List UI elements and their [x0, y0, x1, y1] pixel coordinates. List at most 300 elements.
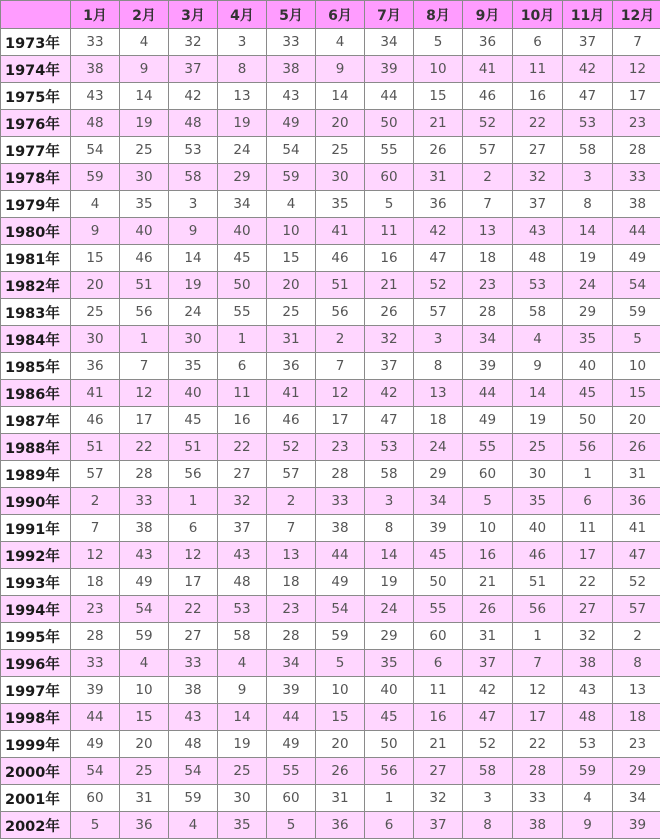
value-cell: 60	[365, 164, 414, 191]
value-cell: 1	[513, 623, 563, 650]
corner-header-cell	[1, 1, 71, 29]
value-cell: 38	[71, 56, 120, 83]
value-cell: 56	[120, 299, 169, 326]
value-cell: 52	[267, 434, 316, 461]
value-cell: 13	[463, 218, 513, 245]
table-row	[1, 191, 660, 218]
value-cell: 56	[169, 461, 218, 488]
value-cell: 55	[218, 299, 267, 326]
value-cell: 37	[463, 650, 513, 677]
value-cell: 35	[316, 191, 365, 218]
value-cell: 10	[316, 677, 365, 704]
value-cell: 26	[365, 299, 414, 326]
value-cell: 46	[316, 245, 365, 272]
value-cell: 40	[513, 515, 563, 542]
value-cell: 3	[414, 326, 463, 353]
value-cell: 48	[169, 110, 218, 137]
value-cell: 31	[414, 164, 463, 191]
year-label-cell: 2001年	[1, 785, 71, 812]
year-label-cell: 1991年	[1, 515, 71, 542]
value-cell: 53	[365, 434, 414, 461]
value-cell: 12	[513, 677, 563, 704]
value-cell: 33	[71, 29, 120, 56]
table-row	[1, 326, 660, 353]
value-cell: 9	[316, 56, 365, 83]
value-cell: 56	[365, 758, 414, 785]
month-header-cell: 9月	[463, 1, 513, 29]
value-cell: 5	[365, 191, 414, 218]
value-cell: 10	[613, 353, 660, 380]
value-cell: 25	[71, 299, 120, 326]
value-cell: 14	[169, 245, 218, 272]
value-cell: 24	[414, 434, 463, 461]
year-label-cell: 1975年	[1, 83, 71, 110]
value-cell: 36	[414, 191, 463, 218]
value-cell: 37	[218, 515, 267, 542]
value-cell: 4	[120, 650, 169, 677]
value-cell: 36	[267, 353, 316, 380]
value-cell: 17	[613, 83, 660, 110]
value-cell: 55	[414, 596, 463, 623]
value-cell: 40	[169, 380, 218, 407]
value-cell: 3	[563, 164, 613, 191]
value-cell: 26	[613, 434, 660, 461]
value-cell: 18	[414, 407, 463, 434]
value-cell: 6	[513, 29, 563, 56]
value-cell: 56	[513, 596, 563, 623]
value-cell: 5	[613, 326, 660, 353]
value-cell: 11	[513, 56, 563, 83]
month-header-cell: 10月	[513, 1, 563, 29]
value-cell: 24	[218, 137, 267, 164]
value-cell: 9	[71, 218, 120, 245]
value-cell: 39	[414, 515, 463, 542]
value-cell: 60	[267, 785, 316, 812]
year-label-cell: 1998年	[1, 704, 71, 731]
value-cell: 16	[414, 704, 463, 731]
value-cell: 28	[120, 461, 169, 488]
table-row	[1, 110, 660, 137]
value-cell: 57	[414, 299, 463, 326]
value-cell: 31	[267, 326, 316, 353]
value-cell: 24	[563, 272, 613, 299]
value-cell: 57	[613, 596, 660, 623]
value-cell: 21	[414, 731, 463, 758]
value-cell: 25	[267, 299, 316, 326]
value-cell: 24	[365, 596, 414, 623]
value-cell: 39	[613, 812, 660, 839]
value-cell: 31	[463, 623, 513, 650]
value-cell: 45	[169, 407, 218, 434]
value-cell: 37	[563, 29, 613, 56]
month-header-cell: 12月	[613, 1, 660, 29]
value-cell: 40	[365, 677, 414, 704]
value-cell: 6	[218, 353, 267, 380]
value-cell: 43	[513, 218, 563, 245]
value-cell: 7	[71, 515, 120, 542]
table-row	[1, 515, 660, 542]
year-label-cell: 1990年	[1, 488, 71, 515]
value-cell: 25	[513, 434, 563, 461]
value-cell: 28	[613, 137, 660, 164]
value-cell: 54	[120, 596, 169, 623]
value-cell: 1	[218, 326, 267, 353]
value-cell: 50	[365, 110, 414, 137]
value-cell: 47	[365, 407, 414, 434]
table-row	[1, 812, 660, 839]
month-header-cell: 7月	[365, 1, 414, 29]
value-cell: 37	[414, 812, 463, 839]
value-cell: 10	[463, 515, 513, 542]
value-cell: 41	[613, 515, 660, 542]
value-cell: 48	[513, 245, 563, 272]
value-cell: 18	[463, 245, 513, 272]
value-cell: 47	[463, 704, 513, 731]
value-cell: 14	[513, 380, 563, 407]
value-cell: 12	[169, 542, 218, 569]
value-cell: 23	[463, 272, 513, 299]
value-cell: 59	[267, 164, 316, 191]
value-cell: 11	[218, 380, 267, 407]
table-row	[1, 380, 660, 407]
value-cell: 49	[316, 569, 365, 596]
year-label-cell: 1978年	[1, 164, 71, 191]
value-cell: 34	[613, 785, 660, 812]
value-cell: 9	[563, 812, 613, 839]
value-cell: 52	[613, 569, 660, 596]
value-cell: 39	[71, 677, 120, 704]
value-cell: 32	[365, 326, 414, 353]
value-cell: 23	[71, 596, 120, 623]
value-cell: 27	[513, 137, 563, 164]
value-cell: 25	[316, 137, 365, 164]
value-cell: 50	[365, 731, 414, 758]
table-row	[1, 731, 660, 758]
table-row	[1, 137, 660, 164]
value-cell: 51	[316, 272, 365, 299]
value-cell: 57	[71, 461, 120, 488]
value-cell: 13	[613, 677, 660, 704]
value-cell: 49	[267, 110, 316, 137]
value-cell: 19	[218, 731, 267, 758]
table-row	[1, 407, 660, 434]
table-row	[1, 353, 660, 380]
value-cell: 28	[513, 758, 563, 785]
value-cell: 8	[613, 650, 660, 677]
value-cell: 54	[169, 758, 218, 785]
table-row	[1, 758, 660, 785]
value-cell: 23	[316, 434, 365, 461]
table-row	[1, 56, 660, 83]
value-cell: 5	[267, 812, 316, 839]
value-cell: 50	[414, 569, 463, 596]
value-cell: 17	[316, 407, 365, 434]
value-cell: 8	[563, 191, 613, 218]
value-cell: 23	[613, 731, 660, 758]
value-cell: 25	[120, 758, 169, 785]
value-cell: 53	[563, 731, 613, 758]
value-cell: 28	[316, 461, 365, 488]
value-cell: 7	[463, 191, 513, 218]
value-cell: 8	[218, 56, 267, 83]
year-label-cell: 1980年	[1, 218, 71, 245]
value-cell: 52	[463, 731, 513, 758]
table-row	[1, 596, 660, 623]
value-cell: 43	[218, 542, 267, 569]
value-cell: 43	[563, 677, 613, 704]
value-cell: 59	[169, 785, 218, 812]
value-cell: 33	[169, 650, 218, 677]
value-cell: 16	[513, 83, 563, 110]
value-cell: 4	[563, 785, 613, 812]
value-cell: 60	[414, 623, 463, 650]
year-label-cell: 1985年	[1, 353, 71, 380]
value-cell: 42	[414, 218, 463, 245]
value-cell: 4	[513, 326, 563, 353]
value-cell: 12	[613, 56, 660, 83]
value-cell: 58	[463, 758, 513, 785]
value-cell: 16	[463, 542, 513, 569]
year-label-cell: 1981年	[1, 245, 71, 272]
value-cell: 14	[218, 704, 267, 731]
year-label-cell: 1995年	[1, 623, 71, 650]
value-cell: 48	[218, 569, 267, 596]
value-cell: 9	[218, 677, 267, 704]
value-cell: 2	[463, 164, 513, 191]
value-cell: 42	[365, 380, 414, 407]
value-cell: 43	[267, 83, 316, 110]
table-row	[1, 677, 660, 704]
value-cell: 31	[316, 785, 365, 812]
value-cell: 44	[463, 380, 513, 407]
value-cell: 54	[71, 758, 120, 785]
value-cell: 31	[613, 461, 660, 488]
month-header-cell: 2月	[120, 1, 169, 29]
value-cell: 45	[218, 245, 267, 272]
value-cell: 28	[71, 623, 120, 650]
value-cell: 8	[414, 353, 463, 380]
value-cell: 6	[365, 812, 414, 839]
month-header-cell: 3月	[169, 1, 218, 29]
value-cell: 33	[316, 488, 365, 515]
value-cell: 43	[71, 83, 120, 110]
value-cell: 55	[267, 758, 316, 785]
value-cell: 29	[365, 623, 414, 650]
year-label-cell: 1994年	[1, 596, 71, 623]
value-cell: 51	[71, 434, 120, 461]
value-cell: 1	[169, 488, 218, 515]
value-cell: 19	[218, 110, 267, 137]
value-cell: 27	[414, 758, 463, 785]
value-cell: 29	[563, 299, 613, 326]
value-cell: 49	[267, 731, 316, 758]
value-cell: 19	[120, 110, 169, 137]
table-row	[1, 542, 660, 569]
value-cell: 37	[365, 353, 414, 380]
value-cell: 54	[267, 137, 316, 164]
year-label-cell: 1984年	[1, 326, 71, 353]
year-label-cell: 1982年	[1, 272, 71, 299]
value-cell: 36	[71, 353, 120, 380]
value-cell: 2	[71, 488, 120, 515]
value-cell: 58	[513, 299, 563, 326]
value-cell: 35	[365, 650, 414, 677]
value-cell: 18	[267, 569, 316, 596]
value-cell: 36	[120, 812, 169, 839]
value-cell: 11	[365, 218, 414, 245]
value-cell: 7	[267, 515, 316, 542]
year-label-cell: 1974年	[1, 56, 71, 83]
value-cell: 9	[513, 353, 563, 380]
year-label-cell: 1992年	[1, 542, 71, 569]
value-cell: 23	[613, 110, 660, 137]
value-cell: 34	[414, 488, 463, 515]
value-cell: 19	[365, 569, 414, 596]
value-cell: 15	[267, 245, 316, 272]
value-cell: 46	[120, 245, 169, 272]
value-cell: 58	[563, 137, 613, 164]
value-cell: 17	[169, 569, 218, 596]
value-cell: 30	[169, 326, 218, 353]
value-cell: 5	[71, 812, 120, 839]
table-row	[1, 650, 660, 677]
value-cell: 54	[71, 137, 120, 164]
value-cell: 50	[563, 407, 613, 434]
value-cell: 54	[613, 272, 660, 299]
value-cell: 14	[120, 83, 169, 110]
value-cell: 36	[463, 29, 513, 56]
value-cell: 7	[316, 353, 365, 380]
value-cell: 33	[120, 488, 169, 515]
value-cell: 35	[169, 353, 218, 380]
value-cell: 39	[365, 56, 414, 83]
value-cell: 27	[169, 623, 218, 650]
value-cell: 48	[169, 731, 218, 758]
value-cell: 17	[513, 704, 563, 731]
value-cell: 25	[120, 137, 169, 164]
value-cell: 57	[267, 461, 316, 488]
value-cell: 1	[365, 785, 414, 812]
value-cell: 5	[414, 29, 463, 56]
year-label-cell: 1983年	[1, 299, 71, 326]
value-cell: 7	[120, 353, 169, 380]
value-cell: 38	[613, 191, 660, 218]
value-cell: 53	[218, 596, 267, 623]
value-cell: 40	[218, 218, 267, 245]
value-cell: 53	[513, 272, 563, 299]
value-cell: 34	[463, 326, 513, 353]
value-cell: 28	[463, 299, 513, 326]
value-cell: 10	[414, 56, 463, 83]
value-cell: 22	[218, 434, 267, 461]
value-cell: 44	[71, 704, 120, 731]
value-cell: 40	[563, 353, 613, 380]
value-cell: 34	[267, 650, 316, 677]
value-cell: 13	[218, 83, 267, 110]
year-label-cell: 1997年	[1, 677, 71, 704]
value-cell: 15	[613, 380, 660, 407]
value-cell: 51	[120, 272, 169, 299]
value-cell: 21	[365, 272, 414, 299]
value-cell: 26	[463, 596, 513, 623]
value-cell: 32	[218, 488, 267, 515]
value-cell: 36	[316, 812, 365, 839]
value-cell: 22	[513, 731, 563, 758]
value-cell: 12	[316, 380, 365, 407]
value-cell: 59	[613, 299, 660, 326]
value-cell: 47	[563, 83, 613, 110]
month-header-cell: 1月	[71, 1, 120, 29]
value-cell: 30	[120, 164, 169, 191]
value-cell: 44	[365, 83, 414, 110]
value-cell: 30	[218, 785, 267, 812]
value-cell: 46	[513, 542, 563, 569]
value-cell: 4	[120, 29, 169, 56]
value-cell: 49	[613, 245, 660, 272]
value-cell: 4	[169, 812, 218, 839]
value-cell: 13	[267, 542, 316, 569]
value-cell: 12	[120, 380, 169, 407]
value-cell: 27	[563, 596, 613, 623]
value-cell: 45	[414, 542, 463, 569]
value-cell: 42	[563, 56, 613, 83]
value-cell: 44	[267, 704, 316, 731]
table-body	[1, 29, 660, 839]
table-row	[1, 29, 660, 56]
value-cell: 38	[316, 515, 365, 542]
value-cell: 9	[120, 56, 169, 83]
value-cell: 21	[463, 569, 513, 596]
value-cell: 13	[414, 380, 463, 407]
year-label-cell: 1976年	[1, 110, 71, 137]
value-cell: 8	[463, 812, 513, 839]
value-cell: 15	[316, 704, 365, 731]
value-cell: 43	[120, 542, 169, 569]
value-cell: 32	[563, 623, 613, 650]
value-cell: 35	[513, 488, 563, 515]
value-cell: 53	[169, 137, 218, 164]
value-cell: 19	[169, 272, 218, 299]
value-cell: 59	[316, 623, 365, 650]
value-cell: 49	[463, 407, 513, 434]
value-cell: 32	[513, 164, 563, 191]
year-label-cell: 1996年	[1, 650, 71, 677]
value-cell: 10	[120, 677, 169, 704]
value-cell: 58	[365, 461, 414, 488]
value-cell: 15	[414, 83, 463, 110]
value-cell: 4	[218, 650, 267, 677]
value-cell: 24	[169, 299, 218, 326]
value-cell: 3	[169, 191, 218, 218]
value-cell: 41	[267, 380, 316, 407]
value-cell: 16	[365, 245, 414, 272]
value-cell: 29	[218, 164, 267, 191]
value-cell: 33	[513, 785, 563, 812]
value-cell: 7	[513, 650, 563, 677]
value-cell: 58	[218, 623, 267, 650]
table-row	[1, 623, 660, 650]
table-row	[1, 272, 660, 299]
value-cell: 38	[563, 650, 613, 677]
value-cell: 14	[365, 542, 414, 569]
value-cell: 15	[71, 245, 120, 272]
year-label-cell: 2000年	[1, 758, 71, 785]
value-cell: 5	[463, 488, 513, 515]
value-cell: 10	[267, 218, 316, 245]
value-cell: 38	[513, 812, 563, 839]
value-cell: 6	[563, 488, 613, 515]
value-cell: 36	[613, 488, 660, 515]
